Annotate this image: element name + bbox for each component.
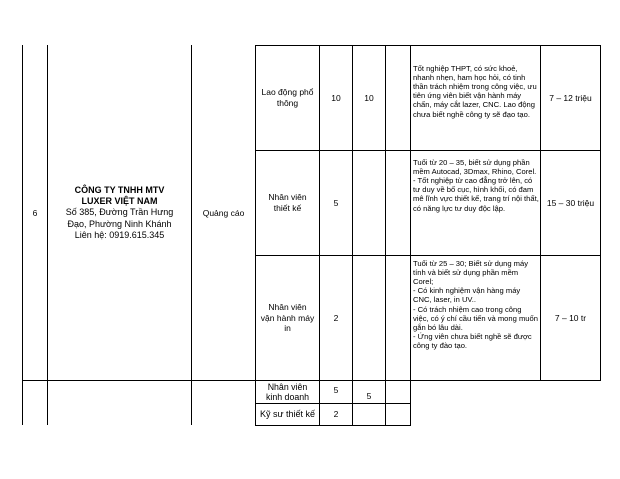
job-requirements: Tốt nghiệp THPT, có sức khoẻ, nhanh nhẹn, ham học hỏi, có tinh thần trách nhiệm trong công việc, ưu tiên ứng viên biết vận hành máy chấn, máy cắt lazer, CNC. Lao động chưa biết nghề công ty sẽ đạo tạo. bbox=[413, 64, 537, 119]
job-requirements: Tuổi từ 25 – 30; Biết sử dụng máy tính và biết sử dụng phần mềm Corel; - Có kinh nghiệm vận hàng máy CNC, laser, in UV.. - Có trách nhiệm cao trong công việc, có ý chí cầu tiến và mong muốn gắn bó lâu dài. - Ứng viên chưa biết nghề sẽ được công ty đào tạo. bbox=[413, 259, 538, 350]
job-requirements: Tuổi từ 20 – 35, biết sử dụng phần mềm Autocad, 3Dmax, Rhino, Corel. - Tốt nghiệp từ cao đẳng trở lên, có tư duy về bố cục, hình khối, có đam mê lĩnh vực thiết kế, trang trí nội thất, có năng lực tư duy độc lập. bbox=[413, 158, 539, 213]
job-quantity-secondary: 10 bbox=[364, 92, 374, 103]
job-quantity: 2 bbox=[333, 409, 339, 420]
job-position: Nhân viên vận hành máy in bbox=[260, 302, 315, 334]
job-quantity-secondary bbox=[353, 151, 385, 255]
job-position: Nhân viên thiết kế bbox=[268, 192, 307, 213]
stt-value: 6 bbox=[32, 207, 38, 218]
company-phone: Liên hệ: 0919.615.345 bbox=[74, 229, 165, 240]
job-salary: 15 – 30 triệu bbox=[546, 197, 595, 208]
job-position: Nhân viên kinh doanh bbox=[265, 381, 310, 402]
job-salary: 7 – 10 tr bbox=[554, 312, 587, 323]
company-cell bbox=[48, 46, 191, 380]
industry-value: Quảng cáo bbox=[202, 207, 245, 218]
job-salary: 7 – 12 triệu bbox=[549, 92, 592, 103]
job-quantity: 5 bbox=[333, 384, 339, 395]
job-position: Kỹ sư thiết kế bbox=[259, 408, 316, 419]
job-quantity: 2 bbox=[333, 312, 339, 323]
company-name: CÔNG TY TNHH MTV LUXER VIỆT NAM bbox=[74, 184, 165, 207]
job-position: Lao động phổ thông bbox=[261, 87, 314, 108]
industry-cell bbox=[192, 46, 255, 380]
job-quantity: 10 bbox=[331, 92, 341, 103]
job-quantity-secondary bbox=[353, 256, 385, 380]
job-quantity-secondary: 5 bbox=[366, 390, 372, 401]
job-quantity: 5 bbox=[333, 197, 339, 208]
stt-cell bbox=[23, 46, 47, 380]
company-address: Số 385, Đường Trần Hưng Đạo, Phường Ninh Khánh bbox=[65, 207, 174, 229]
